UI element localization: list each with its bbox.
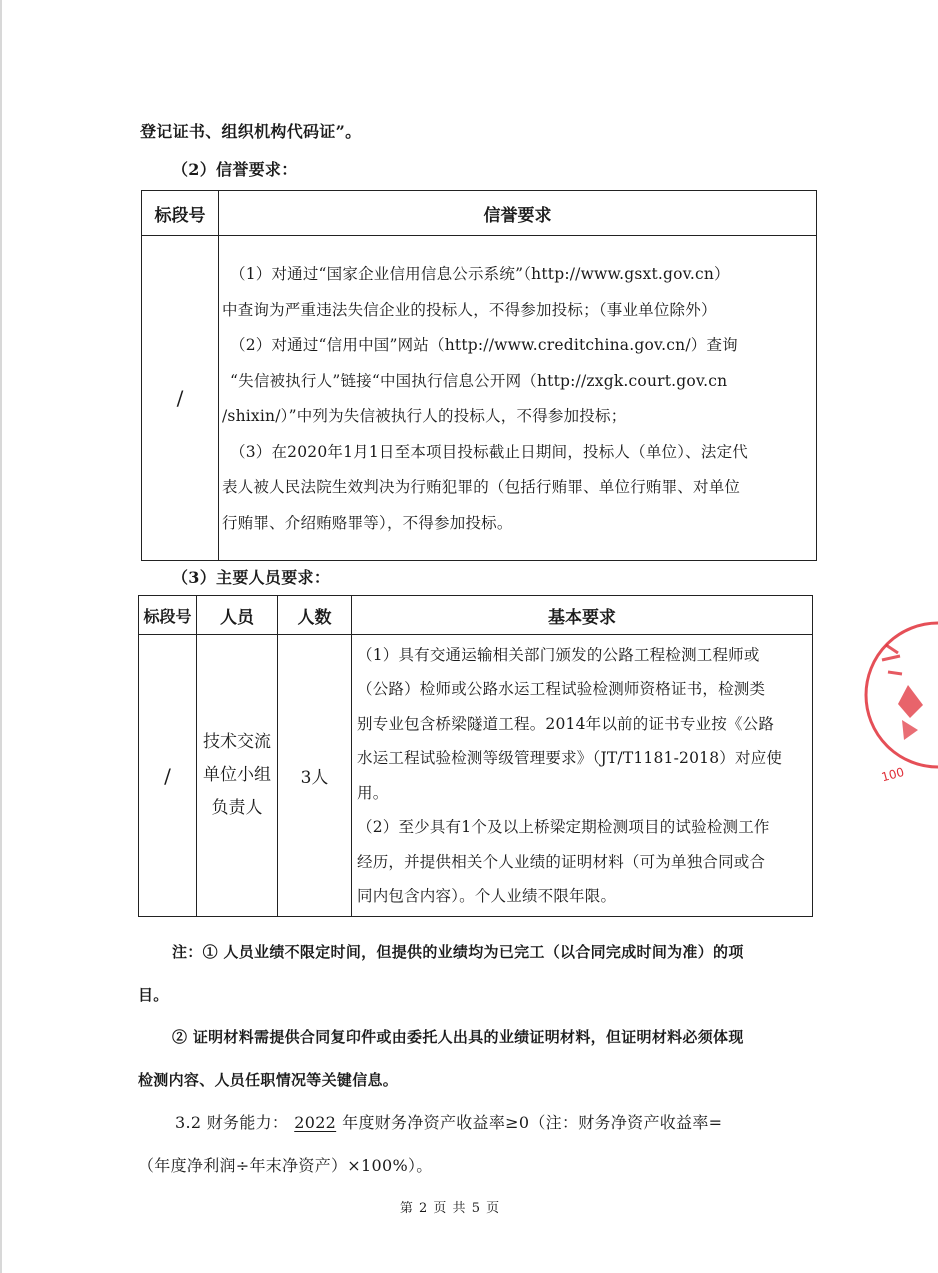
credit-line: “失信被执行人”链接“中国执行信息公开网（http://zxgk.court.gov.cn (230, 371, 728, 390)
finance-line-1 (175, 1110, 722, 1133)
requirement-line: 经历，并提供相关个人业绩的证明材料（可为单独合同或合 (357, 852, 766, 871)
requirement-line: （1）具有交通运输相关部门颁发的公路工程检测工程师或 (357, 645, 760, 664)
header-basic-requirements: 基本要求 (352, 596, 813, 635)
stamp-number: 100 (879, 764, 906, 785)
section-no-cell: / (139, 635, 197, 917)
note-2-line-2: 检测内容、人员任职情况等关键信息。 (138, 1071, 399, 1089)
header-count: 人数 (278, 596, 352, 635)
credit-heading: （2）信誉要求： (172, 160, 298, 179)
credit-line: 表人被人民法院生效判决为行贿犯罪的（包括行贿罪、单位行贿罪、对单位 (222, 478, 741, 496)
personnel-line: 单位小组 (203, 765, 271, 785)
credit-line: /shixin/）”中列为失信被执行人的投标人，不得参加投标； (222, 407, 627, 425)
credit-requirements-table (141, 190, 817, 561)
requirement-line: 同内包含内容）。个人业绩不限年限。 (357, 887, 617, 905)
credit-line: （1）对通过“国家企业信用信息公示系统”（http://www.gsxt.gov.cn） (230, 265, 730, 283)
count-cell: 3人 (278, 635, 352, 917)
requirement-line: 别专业包含桥梁隧道工程。2014年以前的证书专业按《公路 (357, 714, 775, 733)
credit-line: （2）对通过“信用中国”网站（http://www.creditchina.gov.cn/）查询 (230, 336, 738, 354)
credit-line: （3）在2020年1月1日至本项目投标截止日期间，投标人（单位）、法定代 (230, 442, 748, 461)
personnel-line: 技术交流 (203, 732, 271, 752)
finance-prefix: 3.2 财务能力： (175, 1113, 289, 1132)
requirement-line: （公路）检师或公路水运工程试验检测师资格证书，检测类 (357, 680, 766, 698)
credit-line: 行贿罪、介绍贿赂罪等），不得参加投标。 (222, 513, 513, 532)
section-no-cell: / (142, 236, 219, 561)
header-section-no: 标段号 (142, 191, 219, 236)
page-footer: 第 2 页 共 5 页 (399, 1201, 501, 1216)
requirement-line: 水运工程试验检测等级管理要求》（JT/T1181-2018）对应使 (357, 749, 783, 767)
credit-line: 中查询为严重违法失信企业的投标人，不得参加投标；（事业单位除外） (222, 300, 717, 319)
credit-requirements-cell (219, 236, 817, 561)
requirement-line: （2）至少具有1个及以上桥梁定期检测项目的试验检测工作 (357, 818, 770, 836)
header-section-no: 标段号 (139, 596, 197, 635)
staff-heading: （3）主要人员要求： (172, 568, 331, 587)
top-line: 登记证书、组织机构代码证”。 (140, 122, 362, 141)
finance-line-2: （年度净利润÷年末净资产）×100%）。 (138, 1156, 433, 1175)
official-seal-stamp (868, 600, 938, 790)
finance-year: 2022 (294, 1113, 337, 1132)
basic-requirements-cell (352, 635, 813, 917)
header-credit-requirements: 信誉要求 (219, 191, 817, 236)
note-2-line-1: ② 证明材料需提供合同复印件或由委托人出具的业绩证明材料，但证明材料必须体现 (172, 1028, 744, 1046)
note-1-line-2: 目。 (138, 986, 169, 1004)
staff-requirements-table (138, 595, 813, 917)
header-personnel: 人员 (197, 596, 278, 635)
page-edge (0, 0, 2, 1273)
personnel-cell (197, 635, 278, 917)
personnel-line: 负责人 (211, 798, 263, 818)
note-1-line-1: 注：① 人员业绩不限定时间，但提供的业绩均为已完工（以合同完成时间为准）的项 (172, 943, 744, 961)
finance-rest: 年度财务净资产收益率≥0（注：财务净资产收益率= (342, 1113, 723, 1132)
requirement-line: 用。 (357, 783, 389, 802)
